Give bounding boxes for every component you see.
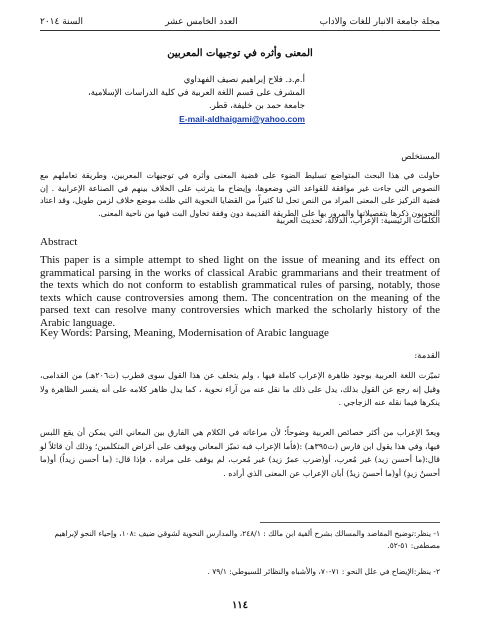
arabic-abstract-text: حاولت في هذا البحث المتواضع تسليط الضوء على قضية المعنى وأثره في توجيهات المعربين، وطريقة تعاملهم مع النصوص التي جاءت غير موافقة للقواعد التي وضعوها، وإيضاح ما يترتب على الخلاف بينهم في الصناعة الإعرابية . إن قضية التركيز على المعنى المراد من النص تحل لنا كثيراً من القضايا النحوية التي ظلت موضع خلاف لزمن طويل، وقد اعتاد النحويون ذكرها بتفصيلاتها والمرور بها على الطريقة القديمة دون وقفة تحاول البت فيها من ناحية المعنى. — [40, 171, 440, 218]
introduction-paragraph-2: ويعدّ الإعراب من أكثر خصائص العربية وضوحاً؛ لأن مراعاته في الكلام هي الفارق بين المعاني التي يمكن أن يقع اللبس فيها، وفي هذا يقول ابن فارس (ت٣٩٥هـ) :(فأما الإعراب فبه تميّز المعاني ويوقف على أغراض المتكلمين؛ وذلك أن قائلاً لو قال:(ما أحسن زيد) غير مُعرب، أو(ضرب عمرٌ زيد) غير مُعرب، لم يوقف على مراده ، فإذا قال: (ما أحسن زيداً) أو(ما أحسنُ زيدٍ) أو(ما أحسنَ زيدٌ) أبان الإعراب عن المعنى الذي أراده . — [40, 428, 441, 478]
author-email-link[interactable]: E-mail-aldhaigami@yahoo.com — [179, 114, 305, 124]
introduction-heading: القدمة: — [414, 351, 440, 361]
footnote-1: ١- ينظر:توضيح المقاصد والمسالك بشرح ألفية ابن مالك : ٢٤٨/١، والمدارس النحوية لشوقي ضيف :١٠٨، وإحياء النحو لإبراهيم مصطفى: ٥١-٥٢. — [54, 529, 440, 550]
english-abstract-heading: Abstract — [40, 236, 78, 248]
publication-year: السنة ٢٠١٤ — [40, 17, 84, 27]
author-university: جامعة حمد بن خليفة، قطر. — [209, 101, 305, 111]
english-abstract-text: This paper is a simple attempt to shed light on the issue of meaning and its effect on grammatical parsing in the works of classical Arabic grammarians and their treatment of the texts which do not conform to establish grammatical rules of parsing, notably, those texts which cause controversies among them. The concentration on the meaning of the parsed text can resolve many controversies which marked the scholarly history of the Arabic language. — [40, 254, 440, 329]
journal-name: مجلة جامعة الانبار للغات والاداب — [319, 17, 440, 27]
footnote-2: ٢- ينظر:الإيضاح في علل النحو : ٧١-٧٠، والأشباه والنظائر للسيوطي: ٧٩/١ . — [207, 567, 440, 576]
footnote-divider — [260, 522, 440, 523]
page-number: ١١٤ — [231, 600, 249, 611]
paper-title: المعنى وأثره في توجيهات المعربين — [167, 48, 313, 59]
author-block — [75, 74, 305, 127]
author-name: أ.م.د. فلاح إبراهيم نصيف الفهداوي — [183, 75, 305, 85]
english-keywords: Key Words: Parsing, Meaning, Modernisation of Arabic language — [40, 327, 329, 339]
introduction-paragraph-1: تميّزت اللغة العربية بوجود ظاهرة الإعراب كاملة فيها ، ولم يتخلف عن هذا القول سوى قطرب (ت٢٠٦هـ) من القدامى، وقيل إنه رجع عن القول بذلك، يدل على ذلك ما نقل عنه من آراء نحوية ، كما يدل ظاهر كلامه على أنه يفسر الظاهرة ولا ينكرها فيما نقله عنه الزجاجي . — [40, 371, 441, 407]
header-divider — [40, 30, 440, 31]
running-header — [40, 14, 440, 30]
issue-number: العدد الخامس عشر — [165, 17, 238, 27]
arabic-abstract-heading: المستخلص — [401, 152, 440, 162]
author-affiliation: المشرف على قسم اللغة العربية في كلية الدراسات الإسلامية، — [87, 88, 305, 98]
arabic-keywords: الكلمات الرئيسية: الإعراب، الدلالة، تحديث العربية — [276, 216, 440, 225]
